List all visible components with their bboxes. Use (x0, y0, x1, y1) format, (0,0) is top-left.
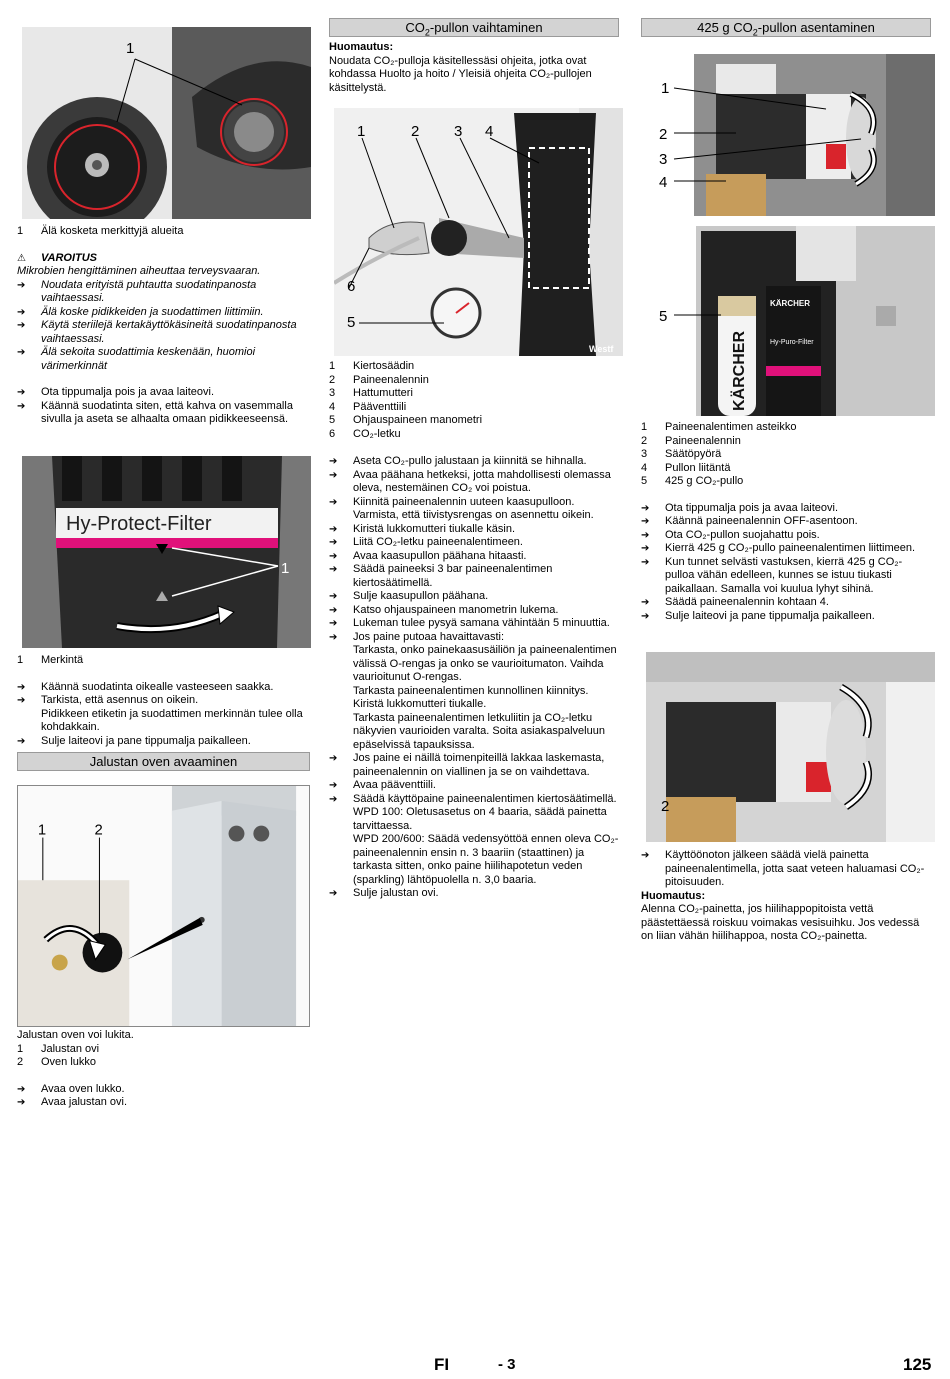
step: ➔ Avaa jalustan ovi. (17, 1096, 310, 1110)
fig-callout-2: 2 (659, 126, 668, 143)
step: ➔ Liitä CO₂-letku paineenalentimeen. (329, 536, 619, 550)
step: ➔ Ota tippumalja pois ja avaa laiteovi. (17, 386, 310, 400)
note-line: kohdassa Huolto ja hoito / Yleisiä ohjeita CO₂-pullojen (329, 68, 592, 80)
fig3-caption: 1 Jalustan ovi (17, 1042, 100, 1055)
legend-item: 5 425 g CO₂-pullo (641, 475, 744, 487)
step-sub: Tarkasta paineenalentimen letkuliitin ja CO₂-letku näkyvien vaurioiden varalta. Soita asiakaspalveluun epäselvissä tapauksissa. (353, 711, 605, 751)
fig2-callout: 1 (281, 560, 290, 577)
warning-text: Mikrobien hengittäminen aiheuttaa terveysvaaran. (17, 265, 261, 277)
warning-step: ➔ Käytä steriilejä kertakäyttökäsineitä suodatinpanosta vaihtaessasi. (17, 319, 310, 346)
step-note: Pidikkeen etiketin ja suodattimen merkinnän tulee olla kohdakkain. (41, 707, 303, 733)
note-line: käsittelystä. (329, 81, 387, 94)
filter-marking-photo (22, 456, 311, 648)
fig3-callout-1: 1 (37, 822, 47, 839)
step: ➔ Käännä paineenalennin OFF-asentoon. (641, 515, 931, 529)
step: ➔ Avaa oven lukko. (17, 1083, 310, 1097)
note-text: Alenna CO₂-painetta, jos hiilihappopitoista vettä päästettäessä roiskuu voimakas vesisuihku. Jos vedessä on liian vähän hiilihappoa, nosta CO₂-painetta. (641, 903, 920, 942)
step: ➔ Käännä suodatinta siten, että kahva on vasemmalla sivulla ja aseta se alhaalta omaan pidikkeeseensä. (17, 400, 310, 427)
step: ➔ Aseta CO₂-pullo jalustaan ja kiinnitä se hihnalla. (329, 455, 619, 469)
fig3-caption: 2 Oven lukko (17, 1056, 97, 1068)
fig-callout-1: 1 (357, 123, 366, 140)
step: ➔ Avaa kaasupullon päähana hitaasti. (329, 550, 619, 564)
step: ➔ Tarkista, että asennus on oikein. (17, 694, 310, 708)
warning-icon: ⚠ (17, 252, 26, 264)
fig-callout-6: 6 (347, 278, 356, 295)
step: ➔ Kierrä 425 g CO₂-pullo paineenalentimen liittimeen. (641, 542, 931, 556)
pressure-scale-photo (646, 54, 935, 216)
fig-callout-2: 2 (411, 123, 420, 140)
step: ➔ Kun tunnet selvästi vastuksen, kierrä 425 g CO₂-pulloa vähän edelleen, kunnes se istuu tiukasti paikallaan. Samalla voi kuulua lyhyt sihinä. (641, 556, 931, 597)
photo-brand-text: Westf (589, 344, 614, 354)
footer-language: FI (434, 1355, 450, 1374)
legend-item: 2 Paineenalennin (641, 434, 741, 447)
footer-section: - 3 (498, 1356, 516, 1373)
step: ➔ Sulje kaasupullon päähana. (329, 590, 619, 604)
fig-callout-3: 3 (659, 151, 668, 168)
legend-list (329, 360, 619, 441)
legend-item: 1 Kiertosäädin (329, 360, 415, 372)
fig-callout-2: 2 (661, 798, 670, 815)
step: ➔ Kiinnitä paineenalennin uuteen kaasupulloon. Varmista, että tiivistysrengas on asennettu oikein. (329, 496, 619, 523)
step: ➔ Avaa pääventtiili. (329, 779, 619, 793)
step: ➔ Ota CO₂-pullon suojahattu pois. (641, 529, 931, 543)
fig-callout-4: 4 (659, 174, 668, 191)
step: ➔ Jos paine putoaa havaittavasti: (329, 631, 619, 645)
step: ➔ Sulje jalustan ovi. (329, 887, 619, 901)
legend-list (641, 421, 931, 623)
step: ➔ Ota tippumalja pois ja avaa laiteovi. (641, 502, 931, 516)
section-title-425g-install: 425 g $CO_2$-pullon asentaminen (641, 18, 931, 37)
fig-callout-5: 5 (347, 314, 356, 331)
legend-item: 1 Paineenalentimen asteikko (641, 421, 797, 433)
fig-callout-1: 1 (661, 80, 670, 97)
legend-item: 4 Pullon liitäntä (641, 461, 731, 474)
bottle-brand-text: KÄRCHER (731, 331, 748, 411)
legend-item: 4 Pääventtiili (329, 400, 407, 413)
fig3-callout-2: 2 (94, 822, 103, 839)
legend-item: 5 Ohjauspaineen manometri (329, 414, 483, 426)
step: ➔ Lukeman tulee pysyä samana vähintään 5 minuuttia. (329, 617, 619, 631)
step: ➔ Säädä käyttöpaine paineenalentimen kiertosäätimellä. (329, 793, 619, 807)
step: ➔ Säädä paineenalennin kohtaan 4. (641, 596, 931, 610)
step: ➔ Katso ohjauspaineen manometrin lukema. (329, 604, 619, 618)
fig1-caption: 1 Älä kosketa merkittyjä alueita (17, 225, 184, 237)
fig3-intro: Jalustan oven voi lukita. (17, 1029, 134, 1041)
note-title: Huomautus: (329, 41, 394, 53)
warning-title: ⚠ VAROITUS (17, 251, 98, 264)
step: ➔ Kiristä lukkomutteri tiukalle käsin. (329, 523, 619, 537)
legend-item: 3 Säätöpyörä (641, 448, 722, 460)
legend-item: 2 Paineenalennin (329, 373, 429, 386)
note-line: Noudata CO₂-pulloja käsitellessäsi ohjeita, jotka ovat (329, 54, 587, 67)
step: ➔ Sulje laiteovi ja pane tippumalja paikalleen. (641, 610, 931, 624)
warning-step: ➔ Älä koske pidikkeiden ja suodattimen liittimiin. (17, 306, 310, 320)
step: ➔ Käyttöönoton jälkeen säädä vielä painetta paineenalentimella, jotta saat veteen haluamasi CO₂-pitoisuuden. (641, 849, 931, 890)
step-sub: WPD 100: Oletusasetus on 4 baaria, säädä painetta tarvittaessa. (353, 806, 607, 832)
pressure-reducer-photo (334, 108, 623, 356)
fig-callout-3: 3 (454, 123, 463, 140)
fig-callout-5: 5 (659, 308, 668, 325)
filter-label-text: Hy-Protect-Filter (66, 513, 212, 535)
note-title: Huomautus: (641, 889, 706, 902)
section-title-co2-change: $CO_2$-pullon vaihtaminen (329, 18, 619, 37)
filter-name-text: Hy-Puro-Filter (770, 339, 814, 346)
step-sub: Tarkasta paineenalentimen kunnollinen kiinnitys. Kiristä lukkomutteri tiukalle. (353, 684, 589, 710)
stand-door-photo (17, 785, 310, 1027)
step-sub: Tarkasta, onko painekaasusäiliön ja paineenalentimen välissä O-rengas ja onko se vaurioitumaton. Vaihda vaurioitunut O-rengas. (353, 644, 617, 683)
step: ➔ Sulje laiteovi ja pane tippumalja paikalleen. (17, 735, 310, 749)
regulator-closeup-photo (646, 652, 935, 842)
fig2-caption: 1 Merkintä (17, 654, 84, 666)
co2-bottle-photo (646, 226, 935, 416)
step: ➔ Säädä paineeksi 3 bar paineenalentimen kiertosäätimellä. (329, 563, 619, 590)
step: ➔ Jos paine ei näillä toimenpiteillä lakkaa laskemasta, paineenalennin on viallinen ja se on vaihdettava. (329, 752, 619, 779)
filter-holder-photo (22, 27, 311, 219)
step: ➔ Käännä suodatinta oikealle vasteeseen saakka. (17, 681, 310, 695)
co2-steps (329, 455, 619, 901)
warning-step: ➔ Noudata erityistä puhtautta suodatinpanosta vaihtaessasi. (17, 279, 310, 306)
page-number: 125 (903, 1355, 932, 1374)
warning-step: ➔ Älä sekoita suodattimia keskenään, huomioi värimerkinnät (17, 346, 310, 373)
filter-brand-text: KÄRCHER (770, 299, 810, 308)
step: ➔ Avaa päähana hetkeksi, jotta mahdollisesti olemassa oleva, nestemäinen CO₂ voi poistua. (329, 469, 619, 496)
legend-item: 6 CO₂-letku (329, 427, 401, 440)
section-title-stand-door: Jalustan oven avaaminen (17, 752, 310, 771)
step-sub: WPD 200/600: Säädä vedensyöttöä ennen oleva CO₂-paineenalennin ensin n. 3 baariin (staattinen) ja tarkasta sitten, onko paine hiilihapotetun veden (sparkling) lähtöpuolella n. 3,0 baaria. (353, 833, 619, 886)
fig1-callout: 1 (126, 40, 135, 57)
legend-item: 3 Hattumutteri (329, 387, 413, 399)
fig-callout-4: 4 (485, 123, 494, 140)
